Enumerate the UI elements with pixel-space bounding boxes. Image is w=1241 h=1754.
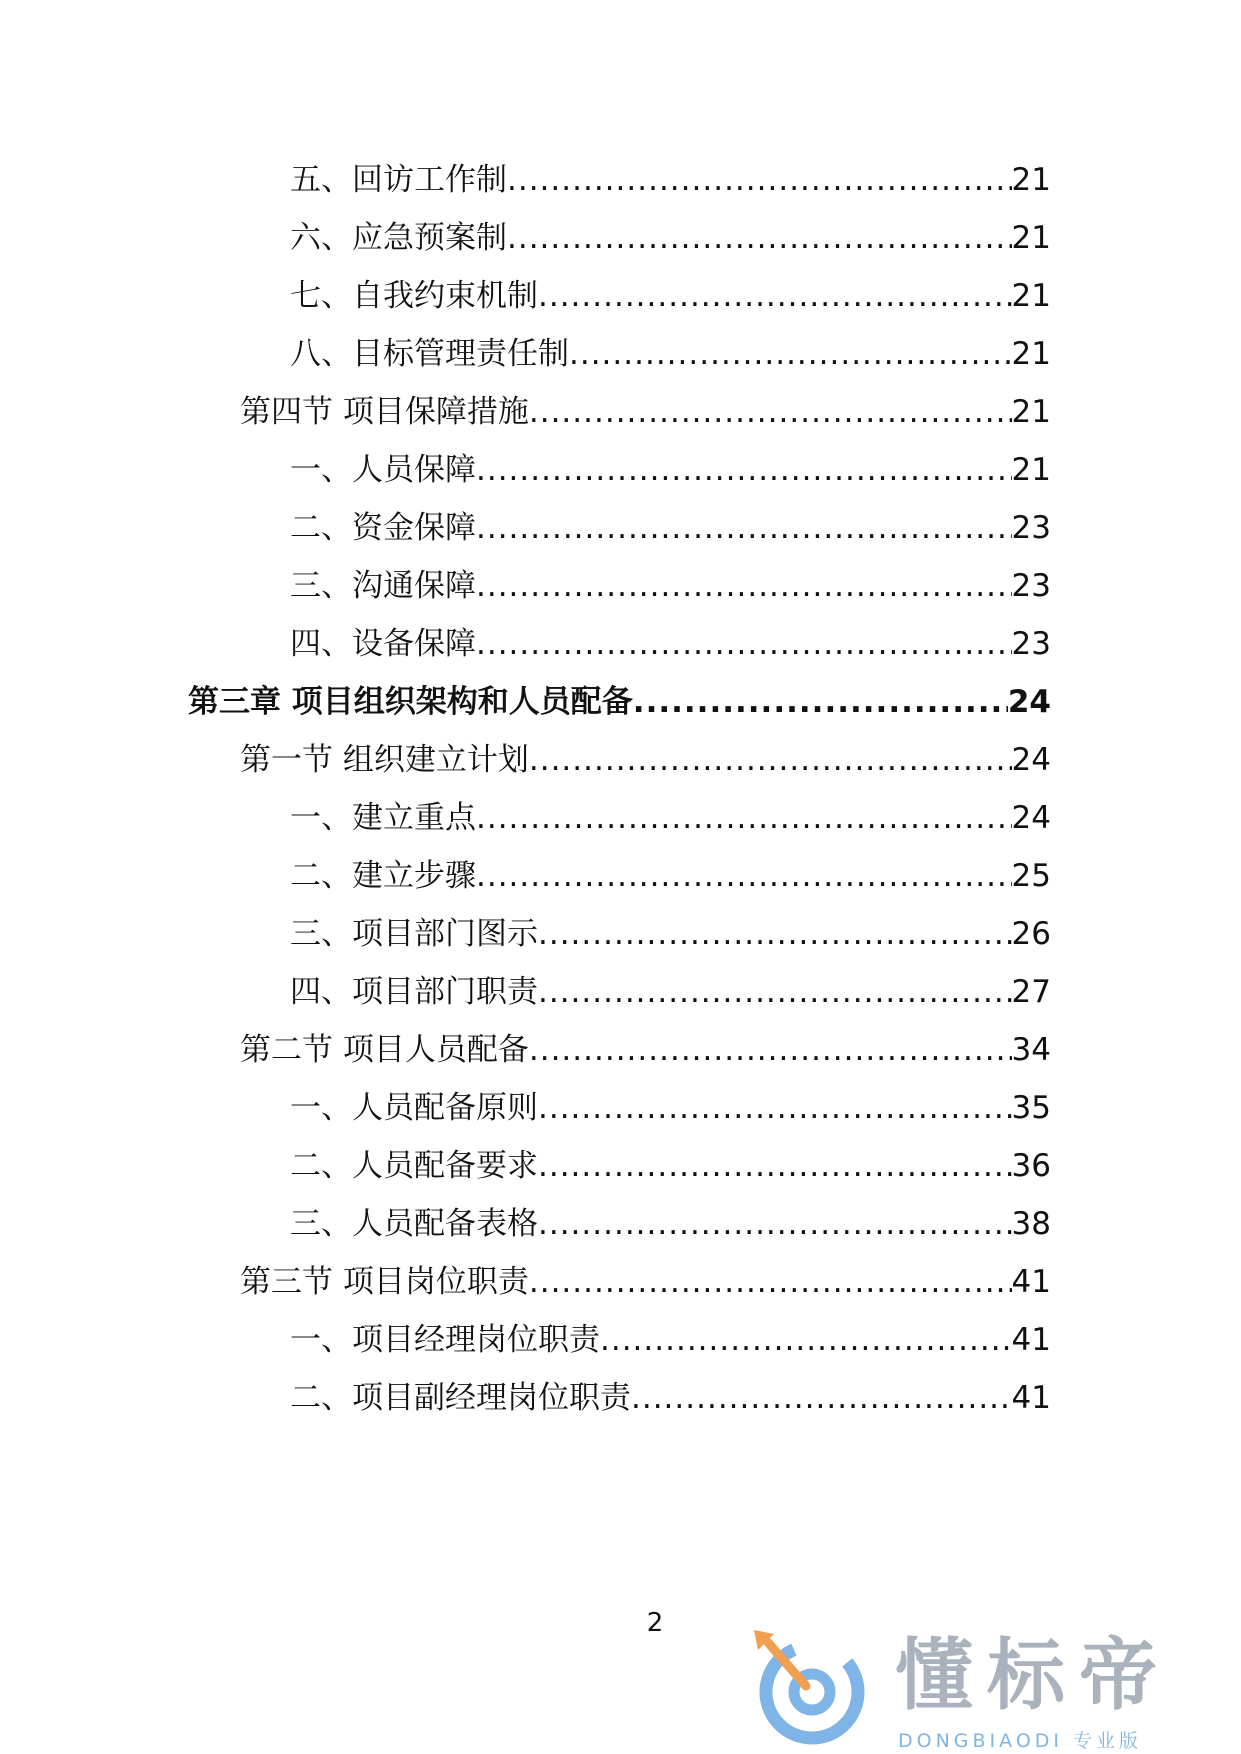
toc-dot-leader xyxy=(538,972,1012,1012)
toc-entry-page: 21 xyxy=(1011,220,1051,256)
toc-entry-title: 七、自我约束机制 xyxy=(290,278,538,314)
toc-dot-leader xyxy=(529,740,1012,780)
toc-entry-page: 21 xyxy=(1011,452,1051,488)
toc-entry-title: 第三节 项目岗位职责 xyxy=(240,1264,529,1300)
toc-dot-leader xyxy=(476,624,1012,664)
toc-entry-title: 第三章 项目组织架构和人员配备 xyxy=(188,684,633,720)
toc-entry-page: 24 xyxy=(1011,742,1051,778)
toc-dot-leader xyxy=(538,1204,1012,1244)
toc-entry-title: 第二节 项目人员配备 xyxy=(240,1032,529,1068)
toc-entry-page: 36 xyxy=(1011,1148,1051,1184)
toc-entry[interactable] xyxy=(290,1320,1051,1360)
toc-entry[interactable] xyxy=(240,392,1051,432)
toc-entry[interactable] xyxy=(290,1204,1051,1244)
toc-entry-page: 27 xyxy=(1011,974,1051,1010)
toc-dot-leader xyxy=(529,1262,1012,1302)
toc-entry[interactable] xyxy=(290,1088,1051,1128)
toc-entry-title: 二、项目副经理岗位职责 xyxy=(290,1380,631,1416)
toc-entry-page: 23 xyxy=(1011,510,1051,546)
toc-entry-title: 一、建立重点 xyxy=(290,800,476,836)
toc-entry[interactable] xyxy=(290,508,1051,548)
watermark-brand: 懂标帝 xyxy=(895,1631,1172,1721)
toc-dot-leader xyxy=(476,798,1012,838)
watermark xyxy=(740,1628,1240,1754)
toc-entry-page: 21 xyxy=(1011,336,1051,372)
toc-dot-leader xyxy=(631,1378,1012,1418)
toc-entry[interactable] xyxy=(290,914,1051,954)
toc-dot-leader xyxy=(569,334,1012,374)
toc-entry-page: 35 xyxy=(1011,1090,1051,1126)
toc-entry[interactable] xyxy=(290,856,1051,896)
toc-entry[interactable] xyxy=(290,276,1051,316)
toc-dot-leader xyxy=(538,914,1012,954)
toc-entry-page: 38 xyxy=(1011,1206,1051,1242)
toc-entry[interactable] xyxy=(290,972,1051,1012)
toc-entry-page: 21 xyxy=(1011,394,1051,430)
toc-entry[interactable] xyxy=(290,218,1051,258)
toc-entry-title: 五、回访工作制 xyxy=(290,162,507,198)
toc-chapter-entry[interactable] xyxy=(188,682,1051,722)
toc-entry-page: 21 xyxy=(1011,162,1051,198)
toc-entry-title: 四、项目部门职责 xyxy=(290,974,538,1010)
watermark-subtitle: DONGBIAODI 专业版 xyxy=(898,1730,1143,1752)
toc-dot-leader xyxy=(476,508,1012,548)
toc-entry-page: 23 xyxy=(1011,626,1051,662)
toc-entry[interactable] xyxy=(290,1146,1051,1186)
toc-entry-title: 二、人员配备要求 xyxy=(290,1148,538,1184)
toc-dot-leader xyxy=(476,450,1012,490)
toc-entry-page: 34 xyxy=(1011,1032,1051,1068)
toc-entry-title: 三、项目部门图示 xyxy=(290,916,538,952)
toc-entry-title: 一、项目经理岗位职责 xyxy=(290,1322,600,1358)
toc-entry[interactable] xyxy=(290,566,1051,606)
toc-entry-title: 第四节 项目保障措施 xyxy=(240,394,529,430)
toc-dot-leader xyxy=(529,1030,1012,1070)
toc-entry-title: 二、建立步骤 xyxy=(290,858,476,894)
toc-entry-page: 24 xyxy=(1011,800,1051,836)
toc-entry[interactable] xyxy=(240,1030,1051,1070)
toc-entry[interactable] xyxy=(290,624,1051,664)
toc-entry-page: 26 xyxy=(1011,916,1051,952)
toc-entry-page: 23 xyxy=(1011,568,1051,604)
toc-dot-leader xyxy=(507,160,1012,200)
toc-entry-title: 三、沟通保障 xyxy=(290,568,476,604)
toc-entry-page: 21 xyxy=(1011,278,1051,314)
toc-dot-leader xyxy=(633,682,1008,722)
toc-entry-title: 一、人员配备原则 xyxy=(290,1090,538,1126)
toc-entry[interactable] xyxy=(290,798,1051,838)
toc-entry-title: 二、资金保障 xyxy=(290,510,476,546)
toc-dot-leader xyxy=(600,1320,1012,1360)
toc-entry-page: 41 xyxy=(1011,1380,1051,1416)
toc-entry-title: 四、设备保障 xyxy=(290,626,476,662)
toc-entry-title: 六、应急预案制 xyxy=(290,220,507,256)
toc-entry[interactable] xyxy=(290,160,1051,200)
toc-dot-leader xyxy=(538,1146,1012,1186)
toc-entry[interactable] xyxy=(240,1262,1051,1302)
toc-entry[interactable] xyxy=(290,450,1051,490)
toc-dot-leader xyxy=(476,566,1012,606)
toc-dot-leader xyxy=(507,218,1012,258)
toc-dot-leader xyxy=(538,276,1012,316)
toc-entry-title: 一、人员保障 xyxy=(290,452,476,488)
toc-entry-title: 三、人员配备表格 xyxy=(290,1206,538,1242)
toc-dot-leader xyxy=(529,392,1012,432)
toc-entry[interactable] xyxy=(290,1378,1051,1418)
toc-entry-page: 25 xyxy=(1011,858,1051,894)
toc-entry[interactable] xyxy=(290,334,1051,374)
toc-entry-page: 41 xyxy=(1011,1264,1051,1300)
toc-dot-leader xyxy=(476,856,1012,896)
toc-dot-leader xyxy=(538,1088,1012,1128)
toc-entry-title: 第一节 组织建立计划 xyxy=(240,742,529,778)
toc-entry-title: 八、目标管理责任制 xyxy=(290,336,569,372)
toc-entry-page: 41 xyxy=(1011,1322,1051,1358)
toc-entry-page: 24 xyxy=(1007,684,1051,720)
target-arrow-icon xyxy=(750,1628,870,1748)
toc-entry[interactable] xyxy=(240,740,1051,780)
page-number: 2 xyxy=(646,1608,664,1638)
